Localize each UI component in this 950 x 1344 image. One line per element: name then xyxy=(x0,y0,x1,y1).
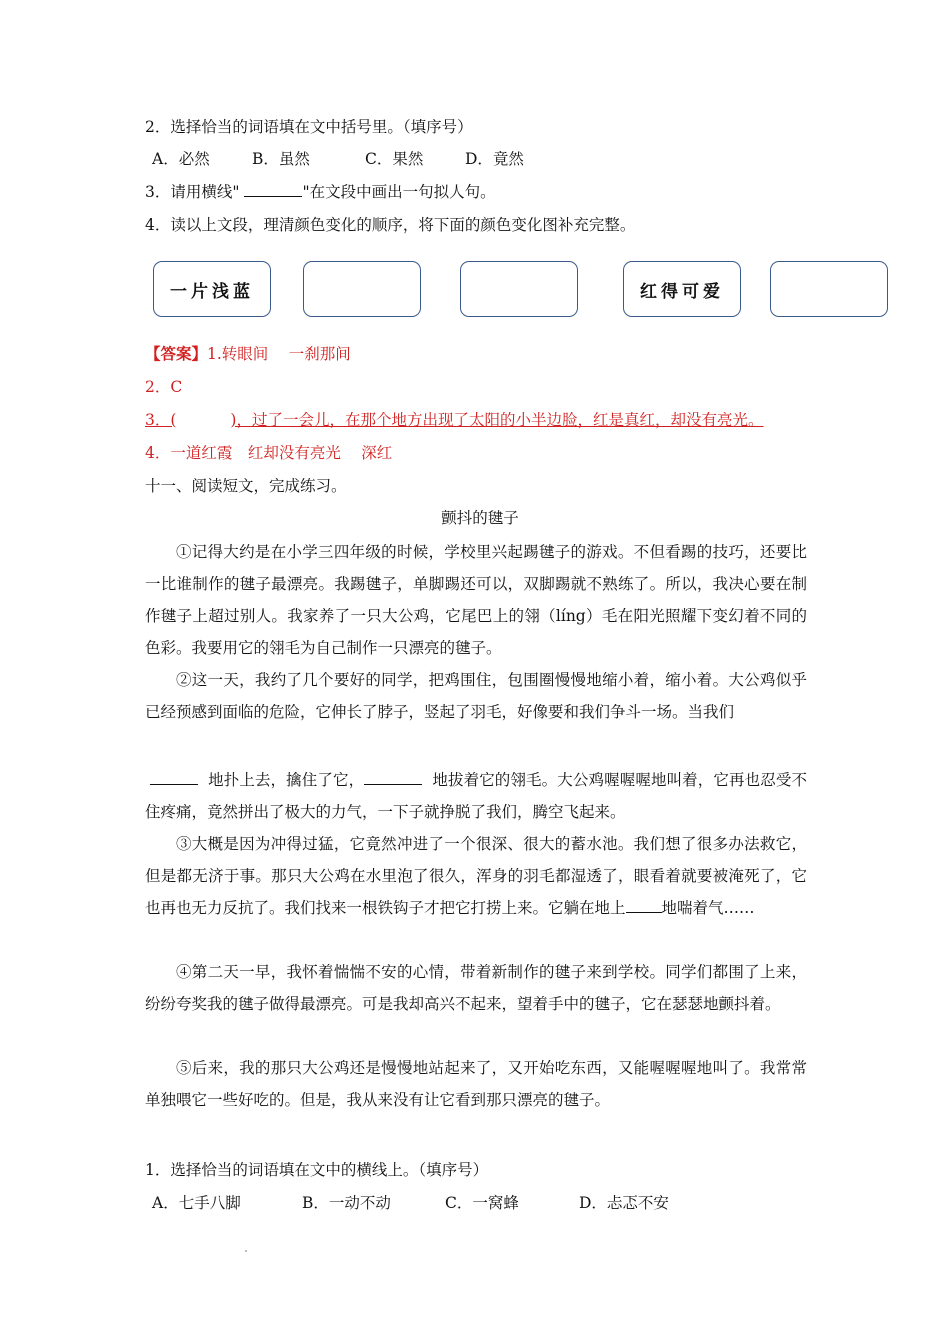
paragraph-2b xyxy=(145,764,807,828)
paragraph-1: ①记得大约是在小学三四年级的时候，学校里兴起踢毽子的游戏。不但看踢的技巧，还要比一比谁制作的毽子最漂亮。我踢毽子，单脚踢还可以，双脚踢就不熟练了。所以，我决心要在制作毽子上超过别人。我家养了一只大公鸡，它尾巴上的翎（líng）毛在阳光照耀下变幻着不同的色彩。我要用它的翎毛为自己制作一只漂亮的毽子。 xyxy=(145,543,807,657)
answer-3-blank xyxy=(176,410,230,430)
question-3 xyxy=(145,182,496,202)
answer-3-text: )，过了一会儿，在那个地方出现了太阳的小半边脸，红是真红，却没有亮光。 xyxy=(230,411,764,429)
answer-3-prefix: 3．( xyxy=(145,411,177,429)
answer-1-text: 1.转眼间 一刹那间 xyxy=(207,345,351,363)
paragraph-3 xyxy=(145,828,807,924)
color-box-1: 一片浅蓝 xyxy=(153,261,271,317)
paragraph-3-tail: 地喘着气…… xyxy=(661,899,755,917)
paragraph-2b-text-1: 地扑上去，擒住了它， xyxy=(208,771,365,789)
question-2: 2．选择恰当的词语填在文中括号里。（填序号） xyxy=(145,118,473,136)
answer-2: 2．C xyxy=(145,378,183,396)
question-1b-options xyxy=(152,1193,669,1213)
question-2-options xyxy=(152,149,524,169)
question-1b: 1．选择恰当的词语填在文中的横线上。（填序号） xyxy=(145,1161,489,1179)
color-box-3[interactable] xyxy=(460,261,578,317)
answer-blank xyxy=(244,182,302,197)
color-box-4: 红得可爱 xyxy=(623,261,741,317)
passage-title: 颤抖的毽子 xyxy=(441,509,519,527)
paragraph-5: ⑤后来，我的那只大公鸡还是慢慢地站起来了，又开始吃东西，又能喔喔喔地叫了。我常常单独喂它一些好吃的。但是，我从来没有让它看到那只漂亮的毽子。 xyxy=(145,1059,807,1109)
answer-1 xyxy=(145,344,351,364)
question-4: 4．读以上文段，理清颜色变化的顺序，将下面的颜色变化图补充完整。 xyxy=(145,216,636,234)
option-b: B．虽然 xyxy=(252,150,310,168)
paragraph-4: ④第二天一早，我怀着惴惴不安的心情，带着新制作的毽子来到学校。同学们都围了上来，纷纷夸奖我的毽子做得最漂亮。可是我却高兴不起来，望着手中的毽子，它在瑟瑟地颤抖着。 xyxy=(145,963,807,1013)
page-speck xyxy=(245,1250,247,1252)
option-a: A．必然 xyxy=(152,150,210,168)
paragraph-2a: ②这一天，我约了几个要好的同学，把鸡围住，包围圈慢慢地缩小着，缩小着。大公鸡似乎已经预感到面临的危险，它伸长了脖子，竖起了羽毛，好像要和我们争斗一场。当我们 xyxy=(145,671,807,721)
question-3-text-before: 3．请用横线" xyxy=(145,183,240,201)
option-d: D．竟然 xyxy=(465,150,524,168)
option-c: C．一窝蜂 xyxy=(445,1194,519,1212)
option-c: C．果然 xyxy=(365,150,424,168)
color-box-5[interactable] xyxy=(770,261,888,317)
paragraph-2b-text-2: 地拔着它的翎毛。大公鸡喔喔喔地叫着，它再也忍受不住疼痛，竟然拼出了极大的力气，一下子就挣脱了我们，腾空飞起来。 xyxy=(145,771,807,821)
answer-4: 4．一道红霞 红却没有亮光 深红 xyxy=(145,444,393,462)
paragraph-3-text: ③大概是因为冲得过猛，它竟然冲进了一个很深、很大的蓄水池。我们想了很多办法救它，但是都无济于事。那只大公鸡在水里泡了很久，浑身的羽毛都湿透了，眼看着就要被淹死了，它也再也无力反抗了。我们找来一根铁钩子才把它打捞上来。它躺在地上 xyxy=(145,835,807,917)
section-heading: 十一、阅读短文，完成练习。 xyxy=(145,477,347,495)
answer-label: 【答案】 xyxy=(145,344,208,363)
color-box-2[interactable] xyxy=(303,261,421,317)
option-d: D．忐忑不安 xyxy=(579,1194,669,1212)
blank-2 xyxy=(364,770,422,785)
option-a: A．七手八脚 xyxy=(152,1194,241,1212)
blank-3 xyxy=(626,898,662,913)
option-b: B．一动不动 xyxy=(302,1194,391,1212)
question-3-text-after: "在文段中画出一句拟人句。 xyxy=(302,183,496,201)
blank-1 xyxy=(150,770,198,785)
answer-3 xyxy=(145,410,763,430)
